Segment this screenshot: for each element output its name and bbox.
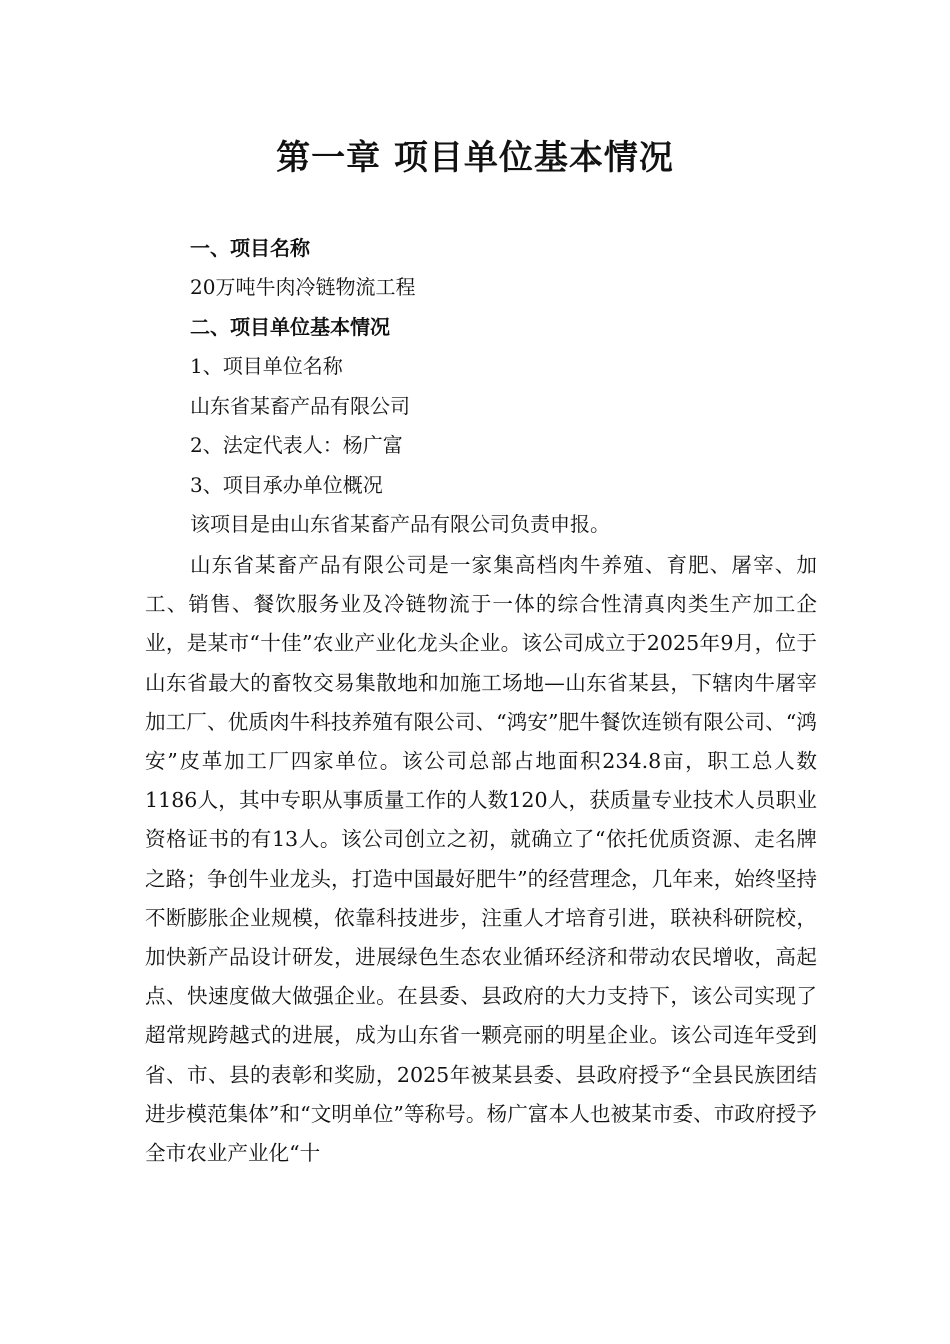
company-name-text: 山东省某畜产品有限公司 [190,394,410,418]
chapter-title: 第一章 项目单位基本情况 [276,138,674,178]
intro-sentence: 该项目是由山东省某畜产品有限公司负责申报。 [190,512,610,536]
item-unit-overview-label: 3、项目承办单位概况 [190,473,383,497]
project-name-text: 20万吨牛肉冷链物流工程 [190,275,416,299]
heading-project-name: 一、项目名称 [190,236,310,260]
heading-unit-info: 二、项目单位基本情况 [190,315,390,339]
legal-representative-text: 2、法定代表人：杨广富 [190,433,403,457]
item-unit-name-label: 1、项目单位名称 [190,354,343,378]
body-paragraph: 山东省某畜产品有限公司是一家集高档肉牛养殖、育肥、屠宰、加工、销售、餐饮服务业及冷链物流于一体的综合性清真肉类生产加工企业，是某市“十佳”农业产业化龙头企业。该公司成立于2025年9月，位于山东省最大的畜牧交易集散地和加施工场地—山东省某县，下辖肉牛屠宰加工厂、优质肉牛科技养殖有限公司、“鸿安”肥牛餐饮连锁有限公司、“鸿安”皮革加工厂四家单位。该公司总部占地面积234.8亩，职工总人数1186人，其中专职从事质量工作的人数120人，获质量专业技术人员职业资格证书的有13人。该公司创立之初，就确立了“依托优质资源、走名牌之路；争创牛业龙头，打造中国最好肥牛”的经营理念，几年来，始终坚持不断膨胀企业规模，依靠科技进步，注重人才培育引进，联袂科研院校，加快新产品设计研发，进展绿色生态农业循环经济和带动农民增收，高起点、快速度做大做强企业。在县委、县政府的大力支持下，该公司实现了超常规跨越式的进展，成为山东省一颗亮丽的明星企业。该公司连年受到省、市、县的表彰和奖励，2025年被某县委、县政府授予“全县民族团结进步模范集体”和“文明单位”等称号。杨广富本人也被某市委、市政府授予全市农业产业化“十 [145,553,817,1166]
